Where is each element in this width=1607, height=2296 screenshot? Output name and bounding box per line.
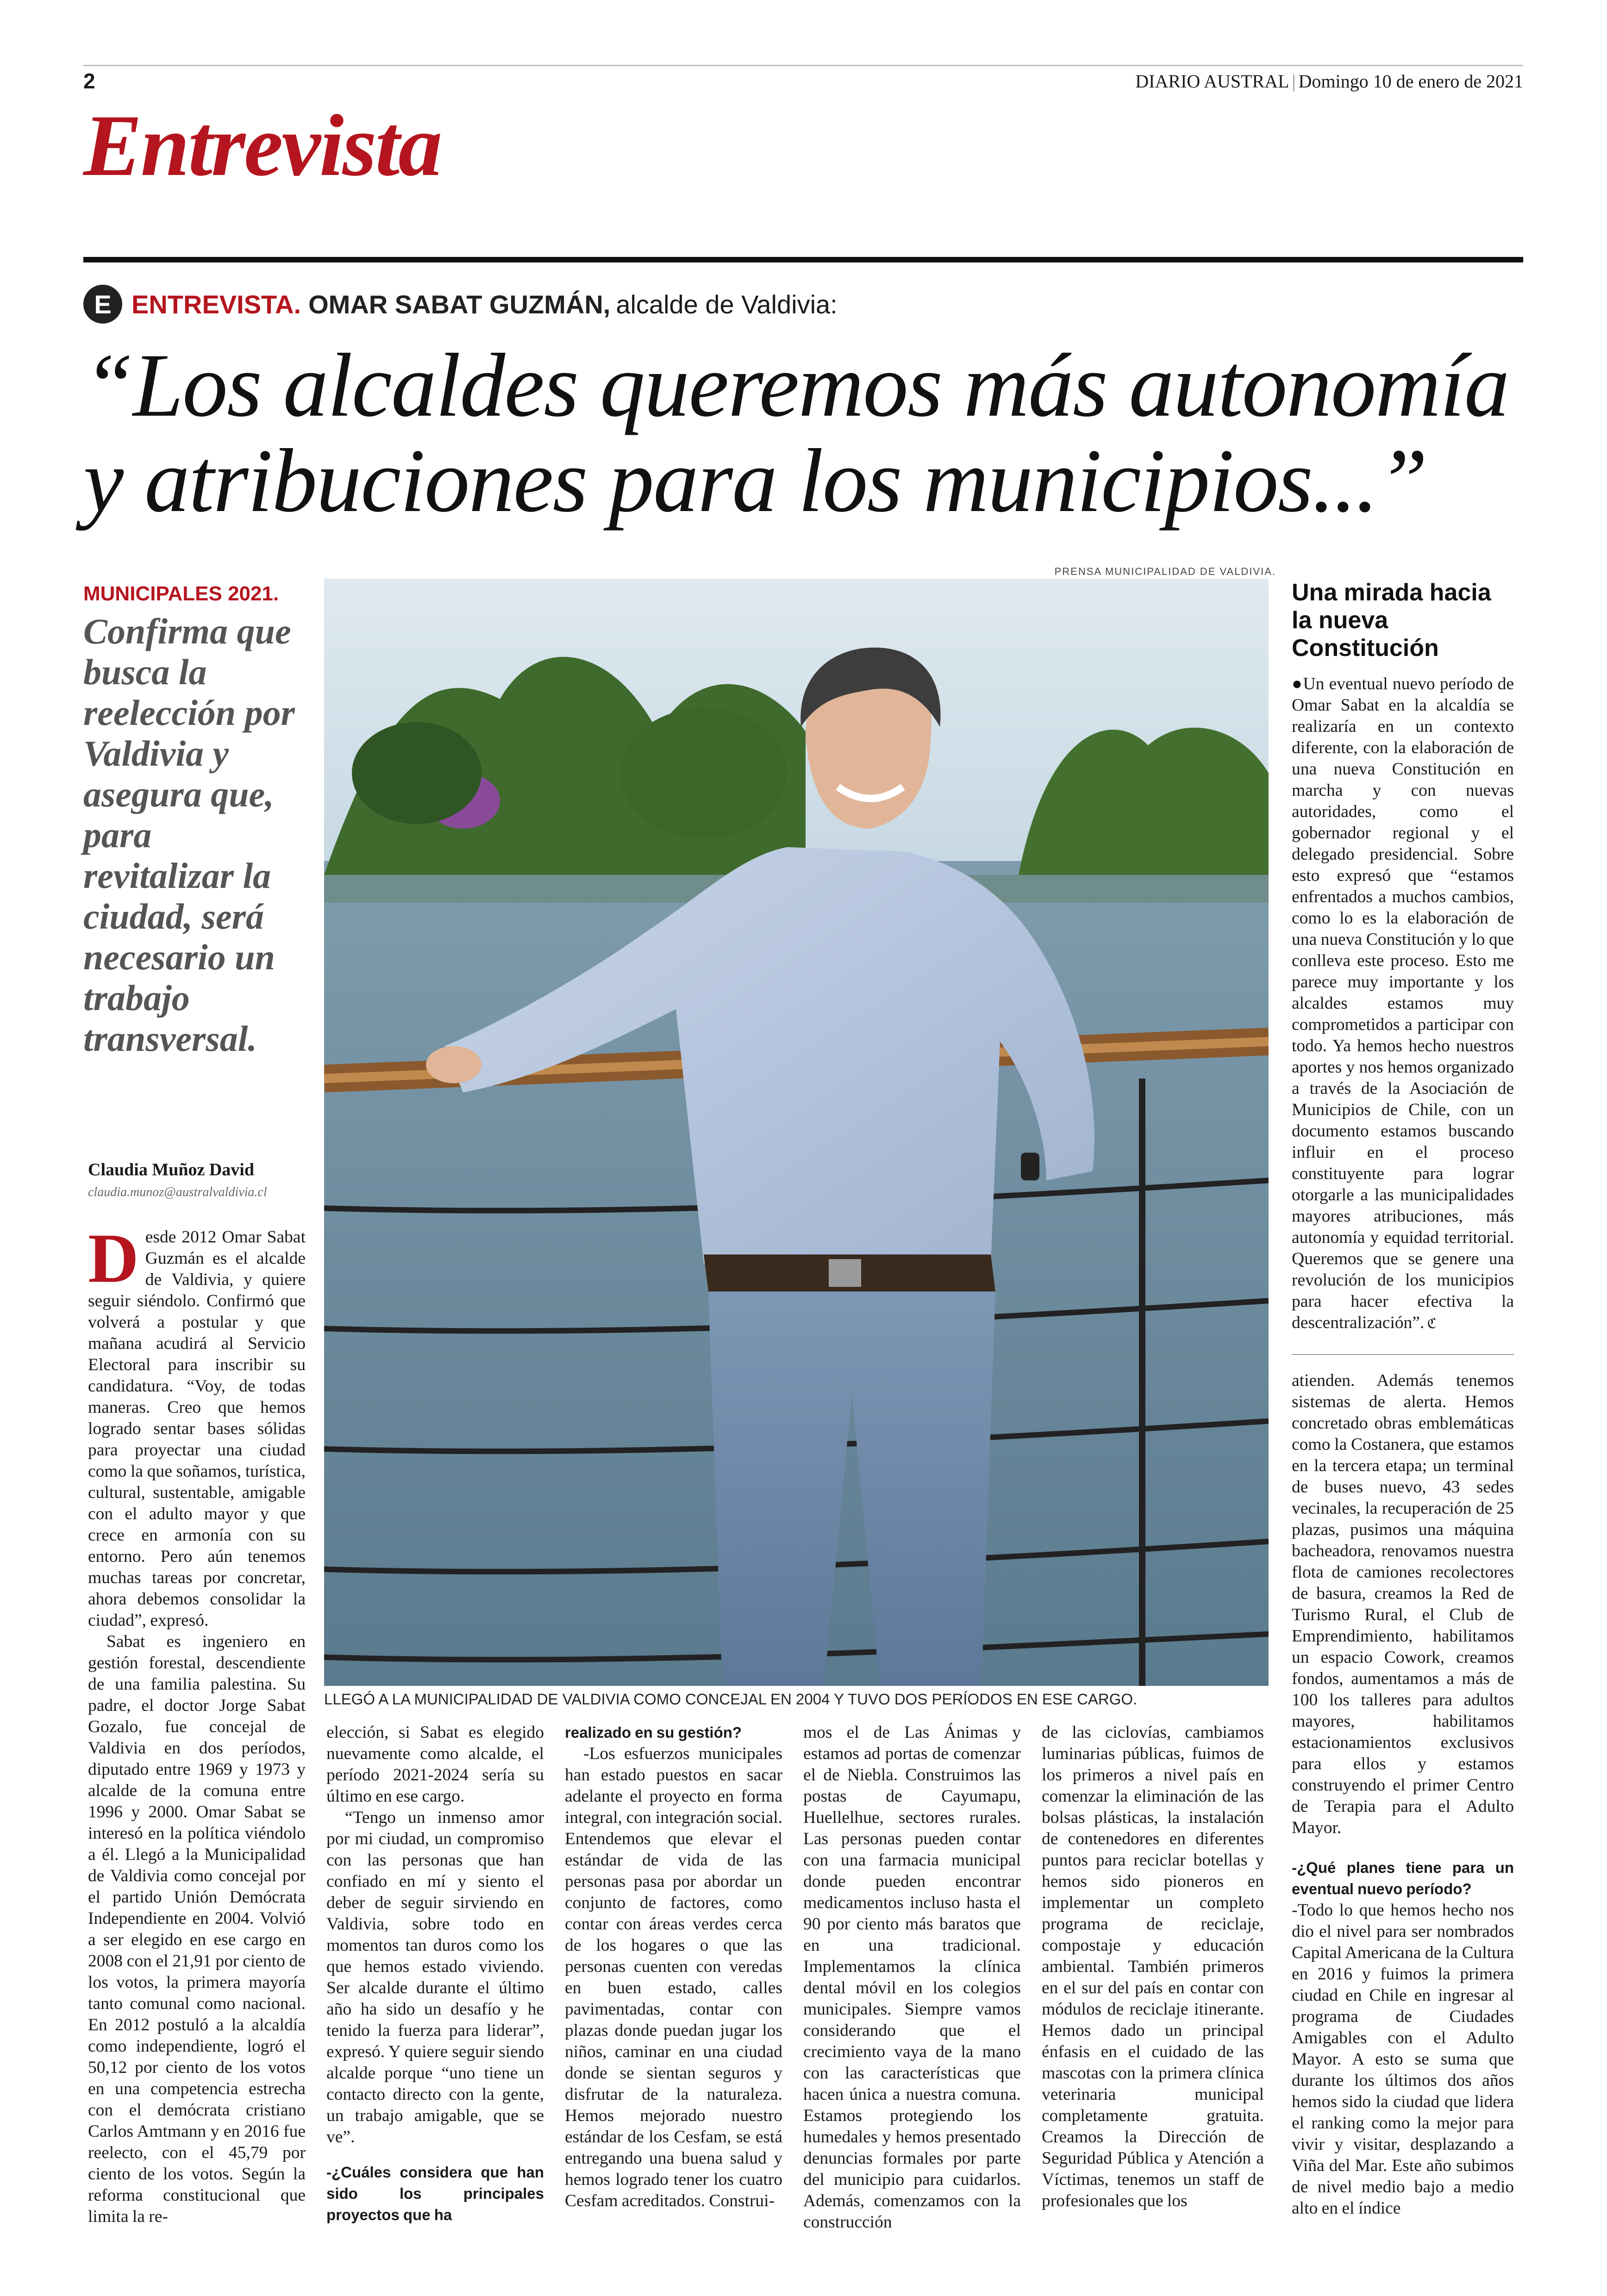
masthead-info: DIARIO AUSTRAL | Domingo 10 de enero de 2021	[1135, 71, 1523, 92]
col6-paragraph-2: -Todo lo que hemos hecho nos dio el nivel para ser nombrados Capital Americana de la Cultura en 2016 y fuimos la primera ciudad en Chile en ingresar al programa de Ciudades Amigables con el Adulto Mayor. A esto se suma que durante los últimos dos años hemos sido la ciudad que lidera el ranking como la mejor para vivir y visitar, desplazando a Viña del Mar. Este año subimos de nivel medio bajo a medio alto en el índice	[1292, 1901, 1514, 2218]
bullet-icon: ●	[1292, 674, 1303, 693]
col6-question: -¿Qué planes tiene para un eventual nuevo período?	[1292, 1859, 1514, 1897]
body-column-6	[1292, 1370, 1514, 2219]
col5-paragraph-1: de las ciclovías, cambiamos luminarias públicas, fuimos de los primeros a nivel país en comenzar la eliminación de las bolsas plásticas, la instalación de contenedores en diferentes puntos para reciclar botellas y hemos sido pioneros en implementar un completo programa de reciclaje, compostaje y educación ambiental. También primeros en el sur del país en contar con módulos de reciclaje itinerante. Hemos dado un principal énfasis en el cuidado de las mascotas con la primera clínica veterinaria municipal completamente gratuita. Creamos la Dirección de Seguridad Pública y Atención a Víctimas, tenemos un staff de profesionales que los	[1042, 1723, 1264, 2210]
kicker	[83, 285, 838, 324]
headline-line-2: y atribuciones para los municipios...”	[83, 430, 1427, 531]
sidebar-body: Un eventual nuevo período de Omar Sabat en la alcaldía se realizaría en un contexto diferente, con la elaboración de una nueva Constitución en marcha y con nuevas autoridades, como el gobernador regional y el delegado presidencial. Sobre esto expresó que “estamos enfrentados a muchos cambios, como lo es la elaboración de una nueva Constitución y lo que conlleva este proceso. Esto me parece muy importante y los alcaldes estamos muy comprometidos a participar con todo. Ya hemos hecho nuestros aportes y nos hemos organizado a través de la Asociación de Municipios de Chile, con un documento estamos buscando influir en el proceso constituyente para lograr otorgarle a las municipalidades mayores atribuciones, más autonomía y equidad territorial. Queremos que se genere una revolución de los municipios para hacer efectiva la descentralización”.	[1292, 674, 1514, 1332]
body-column-5	[1042, 1722, 1264, 2212]
kicker-label: ENTREVISTA.	[131, 289, 301, 319]
headline	[83, 335, 1542, 531]
col2-paragraph-1: elección, si Sabat es elegido nuevamente como alcalde, el período 2021-2024 sería su último en ese cargo.	[326, 1723, 544, 1806]
author-email: claudia.munoz@australvaldivia.cl	[88, 1185, 267, 1199]
col1-paragraph-2: Sabat es ingeniero en gestión forestal, descendiente de una familia palestina. Su padre, el doctor Jorge Sabat Gozalo, fue concejal de Valdivia en dos períodos, diputado entre 1969 y 1973 y alcalde de la comuna entre 1996 y 2000. Omar Sabat se interesó en la política viéndolo a él. Llegó a la Municipalidad de Valdivia como concejal por el partido Unión Demócrata Independiente en 2004. Volvió a ser elegido en ese cargo en 2008 con el 21,91 por ciento de los votos, la primera mayoría tanto comunal como nacional. En 2012 postuló a la alcaldía como independiente, logró el 50,12 por ciento de los votos en una competencia estrecha con el demócrata cristiano Carlos Amtmann y en 2016 fue reelecto, con el 45,79 por ciento de los votos. Según la reforma constitucional que limita la re-	[88, 1632, 306, 2226]
newspaper-name: DIARIO AUSTRAL	[1135, 71, 1289, 92]
main-photo	[324, 579, 1269, 1686]
end-mark-icon: ℭ	[1427, 1316, 1437, 1331]
deck-text: Confirma que busca la reelección por Valdivia y asegura que, para revitalizar la ciudad, será necesario un trabajo transversal.	[83, 611, 295, 1059]
col1-paragraph-1: esde 2012 Omar Sabat Guzmán es el alcalde de Valdivia, y quiere seguir siéndolo. Confirmó que volverá a postular y que mañana acudirá al Servicio Electoral para inscribir su candidatura. “Voy, de todas maneras. Creo que hemos logrado sentar bases sólidas para proyectar una ciudad como la que soñamos, turística, cultural, sustentable, amigable con el adulto mayor y que crece en armonía con su entorno. Pero aún tenemos muchas tareas por concretar, ahora debemos consolidar la ciudad”, expresó.	[88, 1228, 306, 1630]
photo-credit: PRENSA MUNICIPALIDAD DE VALDIVIA.	[1054, 566, 1276, 577]
col2-paragraph-2: “Tengo un inmenso amor por mi ciudad, un compromiso con las personas que han confiado en mí y siento el deber de seguir sirviendo en Valdivia, sobre todo en momentos tan duros como los que hemos estado viviendo. Ser alcalde durante el último año ha sido un desafío y he tenido la fuerza para liderar”, expresó. Y quiere seguir siendo alcalde porque “uno tiene un contacto directo con la gente, un trabajo amigable, que se ve”.	[326, 1808, 544, 2146]
issue-date: Domingo 10 de enero de 2021	[1298, 71, 1523, 92]
dropcap: D	[88, 1219, 139, 1297]
body-column-3	[565, 1722, 782, 2212]
sidebar-title: Una mirada hacia la nueva Constitución	[1292, 579, 1491, 661]
page-number: 2	[83, 69, 95, 93]
top-rule	[83, 65, 1523, 66]
photo-caption: LLEGÓ A LA MUNICIPALIDAD DE VALDIVIA COMO CONCEJAL EN 2004 Y TUVO DOS PERÍODOS EN ESE CARGO.	[324, 1691, 1138, 1708]
deck-label: MUNICIPALES 2021.	[83, 582, 279, 605]
interviewee-name: OMAR SABAT GUZMÁN,	[308, 289, 611, 319]
sidebar-divider	[1292, 1354, 1514, 1355]
interview-badge-icon: E	[83, 285, 122, 324]
headline-line-1: “Los alcaldes queremos más autonomía	[83, 335, 1509, 436]
body-column-1	[88, 1219, 306, 2227]
author-name: Claudia Muñoz David	[88, 1160, 254, 1179]
col2-question: -¿Cuáles considera que han sido los principales proyectos que ha	[326, 2164, 544, 2223]
body-column-2	[326, 1722, 544, 2226]
col4-paragraph-1: mos el de Las Ánimas y estamos ad portas de comenzar el de Niebla. Construimos las postas de Cayumapu, Huellelhue, sectores rurales. Las personas pueden contar con una farmacia municipal donde pueden encontrar medicamentos incluso hasta el 90 por ciento más baratos que en una tradicional. Implementamos la clínica dental móvil en los colegios municipales. Siempre vamos considerando que el crecimiento vaya de la mano con las características que hacen única a nuestra comuna. Estamos protegiendo los humedales y hemos presentado denuncias formales por parte del municipio para cuidarlos. Además, comenzamos con la construcción	[803, 1723, 1021, 2232]
col6-paragraph-1: atienden. Además tenemos sistemas de alerta. Hemos concretado obras emblemáticas como la Costanera, que estamos en la tercera etapa; un terminal de buses nuevo, 43 sedes vecinales, la recuperación de 25 plazas, pusimos una máquina bacheadora, renovamos nuestra flota de camiones recolectores de basura, creamos la Red de Turismo Rural, el Club de Emprendimiento, habilitamos un espacio Cowork, creamos fondos, aumentamos a más de 100 los talleres para adultos mayores, habilitamos estacionamientos exclusivos para ellos y estamos construyendo el primer Centro de Terapia para el Adulto Mayor.	[1292, 1371, 1514, 1837]
interviewee-role: alcalde de Valdivia:	[616, 289, 838, 319]
section-rule	[83, 257, 1523, 262]
section-title: Entrevista	[83, 97, 441, 194]
col3-question: realizado en su gestión?	[565, 1724, 742, 1741]
body-column-4	[803, 1722, 1021, 2233]
sidebar-text	[1292, 674, 1514, 1335]
col3-paragraph-1: -Los esfuerzos municipales han estado puestos en sacar adelante el proyecto en forma integral, con integración social. Entendemos que elevar el estándar de vida de las personas pasa por abordar un conjunto de factores, como contar con áreas verdes cerca de los hogares o que las personas cuenten con veredas en buen estado, calles pavimentadas, contar con plazas donde puedan jugar los niños, caminar en una ciudad donde se sientan seguros y disfrutar de la naturaleza. Hemos mejorado nuestro estándar de los Cesfam, se está entregando una buena salud y hemos logrado tener los cuatro Cesfam acreditados. Construi-	[565, 1744, 782, 2210]
